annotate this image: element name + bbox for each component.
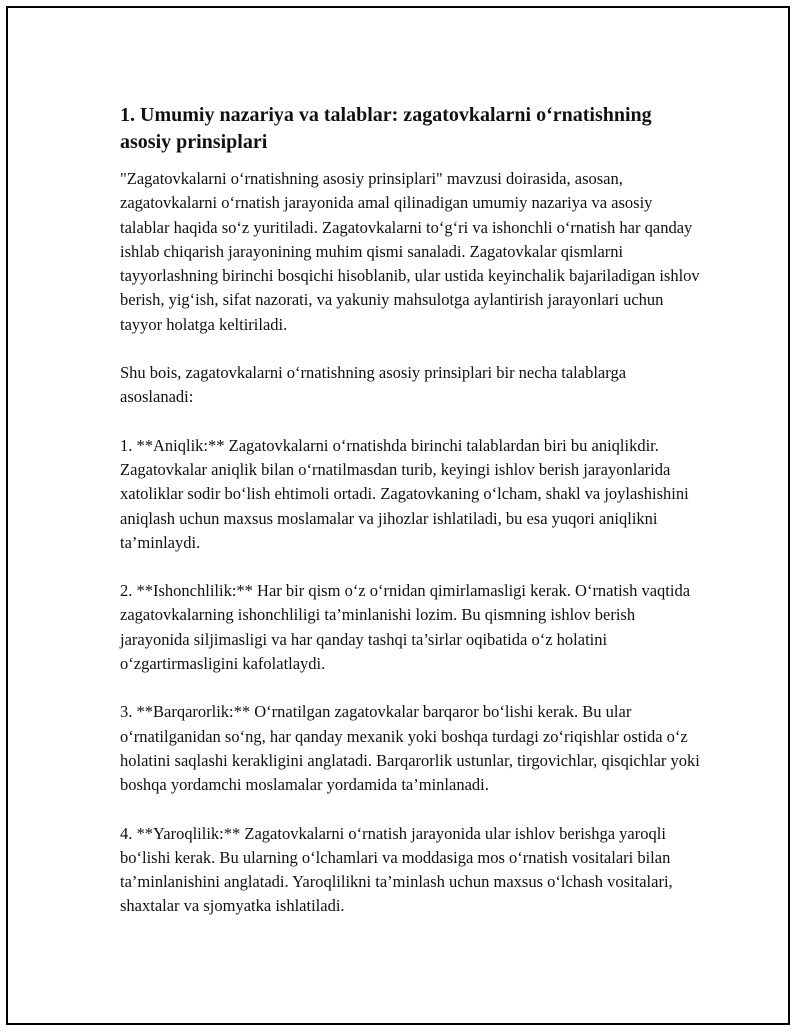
- document-body: [120, 102, 700, 919]
- paragraph-reliability: 2. **Ishonchlilik:** Har bir qism o‘z o‘rnidan qimirlamasligi kerak. O‘rnatish vaqtida zagatovkalarning ishonchliligi ta’minlanishi lozim. Bu qismning ishlov berish jarayonida siljimasligi va har qanday tashqi ta’sirlar oqibatida o‘z holatini o‘zgartirmasligini kafolatlaydi.: [120, 581, 691, 674]
- section-heading: 1. Umumiy nazariya va talablar: zagatovkalarni o‘rnatishning asosiy prinsiplari: [120, 104, 652, 153]
- page-frame: [6, 6, 790, 1025]
- paragraph-intro: "Zagatovkalarni o‘rnatishning asosiy prinsiplari" mavzusi doirasida, asosan, zagatovkalarni o‘rnatish jarayonida amal qilinadigan umumiy nazariya va asosiy talablar haqida so‘z yuritiladi. Zagatovkalarni to‘g‘ri va ishonchli o‘rnatish har qanday ishlab chiqarish jarayonining muhim qismi sanaladi. Zagatovkalar qismlarni tayyorlashning birinchi bosqichi hisoblanib, ular ustida keyinchalik bajariladigan ishlov berish, yig‘ish, sifat nazorati, va yakuniy mahsulotga aylantirish jarayonlari uchun tayyor holatga keltiriladi.: [120, 169, 700, 334]
- paragraph-suitability: 4. **Yaroqlilik:** Zagatovkalarni o‘rnatish jarayonida ular ishlov berishga yaroqli bo‘lishi kerak. Bu ularning o‘lchamlari va moddasiga mos o‘rnatish vositalari bilan ta’minlanishini anglatadi. Yaroqlilikni ta’minlash uchun maxsus o‘lchash vositalari, shaxtalar va sjomyatka ishlatiladi.: [120, 823, 673, 916]
- paragraph-principles-lead: Shu bois, zagatovkalarni o‘rnatishning asosiy prinsiplari bir necha talablarga asoslanadi:: [120, 363, 627, 407]
- paragraph-stability: 3. **Barqarorlik:** O‘rnatilgan zagatovkalar barqaror bo‘lishi kerak. Bu ular o‘rnatilganidan so‘ng, har qanday mexanik yoki boshqa turdagi zo‘riqishlar ostida o‘z holatini saqlashi kerakligini anglatadi. Barqarorlik ustunlar, tirgovichlar, qisqichlar yoki boshqa yordamchi moslamalar yordamida ta’minlanadi.: [120, 702, 700, 795]
- paragraph-accuracy: 1. **Aniqlik:** Zagatovkalarni o‘rnatishda birinchi talablardan biri bu aniqlikdir. Zagatovkalar aniqlik bilan o‘rnatilmasdan turib, keyingi ishlov berish jarayonlarida xatoliklar sodir bo‘lish ehtimoli ortadi. Zagatovkaning o‘lcham, shakl va joylashishini aniqlash uchun maxsus moslamalar va jihozlar ishlatiladi, bu esa yuqori aniqlikni ta’minlaydi.: [120, 435, 689, 552]
